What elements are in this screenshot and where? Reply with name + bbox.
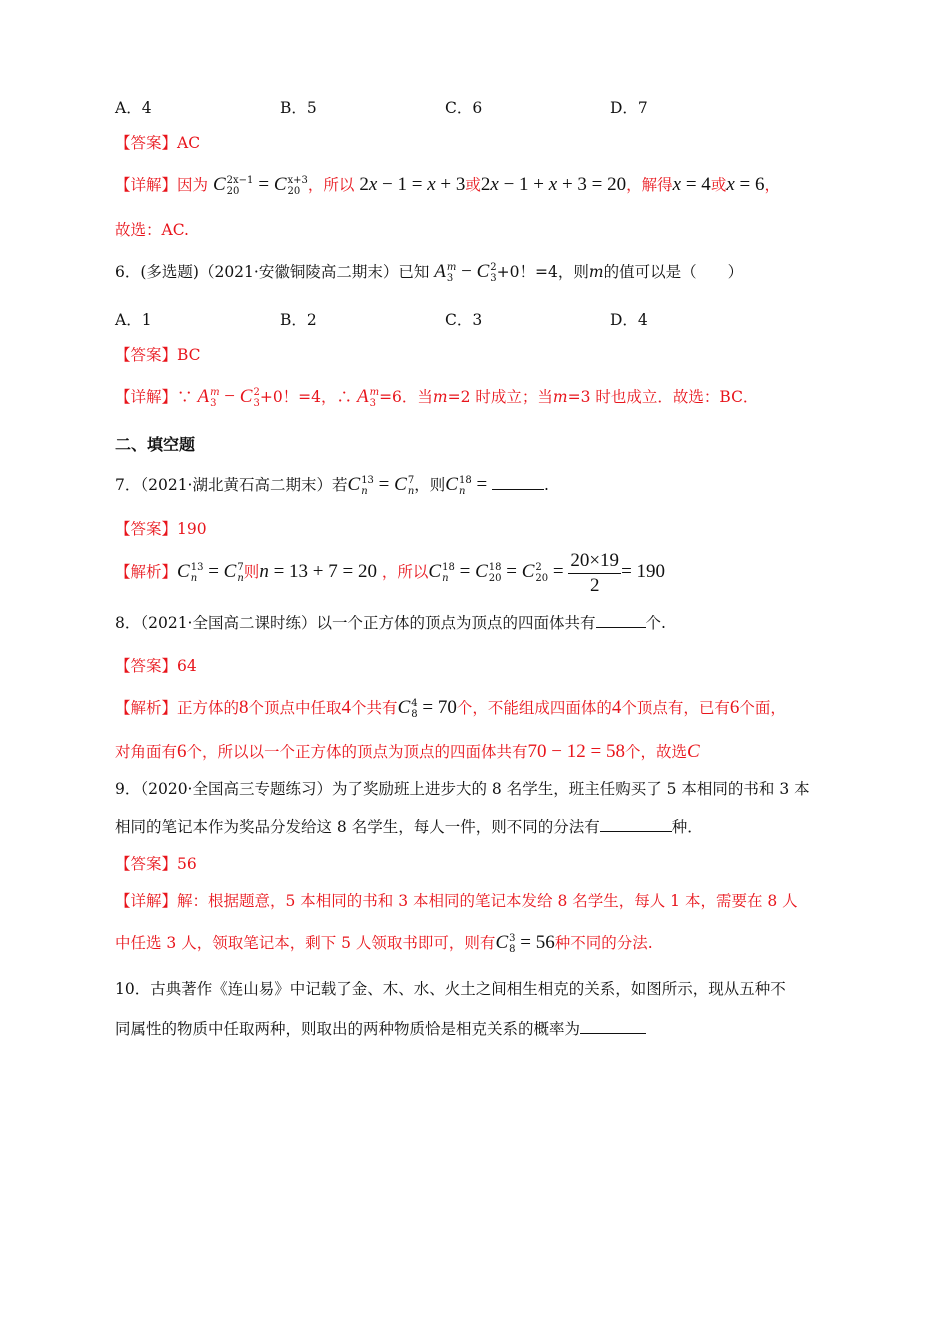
detail-q9-line1 [115, 890, 798, 912]
question-stem: 8．（2021·全国高二课时练）以一个正方体的顶点为顶点的四面体共有 [115, 614, 596, 632]
question-stem: 相同的笔记本作为奖品分发给这 8 名学生，每人一件，则不同的分法有 [115, 818, 600, 836]
section-title: 二、填空题 [115, 435, 196, 454]
answer-q9: 【答案】56 [115, 855, 197, 873]
option-b: B．5 [280, 99, 317, 117]
answer-q5: 【答案】AC [115, 134, 201, 152]
detail-text: 或 [465, 176, 481, 194]
answer-q6: 【答案】BC [115, 346, 201, 364]
detail-text: 或 [710, 176, 727, 194]
option-d: D．4 [610, 311, 648, 329]
detail-q9-line2: 中任选 3 人，领取笔记本，剩下 5 人领取书即可，则有C 3 8 = 56种不同的分法. [115, 932, 653, 955]
option-a: A．4 [115, 99, 152, 117]
detail-label: 【解析】 [115, 699, 178, 717]
detail-q7: 【解析】C 13 n = C 7 n 则n = 13 + 7 = 20 ，所以C 18 n = C 18 20 = C 2 20 = $\frac{20\times 19}{2}$ = 190 [115, 549, 666, 596]
detail-text: =3 时也成立．故选：BC． [567, 388, 759, 406]
question-8 [115, 612, 666, 634]
detail-text: ，所以 [307, 176, 355, 194]
option-c: C．6 [445, 99, 483, 117]
result: = 190 [621, 561, 666, 582]
detail-text: =6．当 [379, 388, 433, 406]
detail-text: 解：根据题意，5 本相同的书和 3 本相同的笔记本发给 8 名学生，每人 1 本，需要在 8 人 [177, 892, 798, 910]
detail-text: 中任选 3 人，领取笔记本，剩下 5 人领取书即可，则有 [115, 934, 496, 952]
detail-text: 对角面有 [115, 743, 178, 761]
detail-q5: 【详解】因为 C 2x−1 20 = C x+3 20 ，所以 2x − 1 = x + 3或2x − 1 + x + 3 = 20，解得x = 4或x = 6， [115, 174, 780, 197]
question-9-line1: 9．（2020·全国高三专题练习）为了奖励班上进步大的 8 名学生，班主任购买了 5 本相同的书和 3 本 [115, 780, 810, 798]
detail-text: =2 时成立；当 [447, 388, 553, 406]
detail-q8-line1: 【解析】正方体的8个顶点中任取4个共有C 4 8 = 70个，不能组成四面体的4个顶点有，已有6个面， [115, 697, 786, 720]
fraction [568, 549, 621, 598]
detail-text: 个，所以以一个正方体的顶点为顶点的四面体共有 [186, 743, 528, 761]
option-d: D．7 [610, 99, 648, 117]
detail-text: 个顶点有，已有 [621, 699, 730, 717]
detail-text: 个，故选 [624, 743, 687, 761]
option-a: A．1 [115, 311, 152, 329]
detail-label: 【详解】 [115, 892, 178, 910]
question-stem: 7．（2021·湖北黄石高二期末）若 [115, 476, 348, 494]
question-stem: 个. [645, 614, 666, 632]
question-stem: 种． [671, 818, 703, 836]
detail-text: ， [764, 176, 780, 194]
question-9-line2 [115, 816, 703, 838]
detail-text: 个面， [739, 699, 786, 717]
question-7: 7．（2021·湖北黄石高二期末）若C 13 n = C 7 n ，则C 18 n = . [115, 474, 549, 497]
answer-q8: 【答案】64 [115, 657, 197, 675]
detail-q6: 【详解】∵ A m 3 − C 2 3 +0！=4，∴ A m 3 =6．当m=2 时成立；当m=3 时也成立．故选：BC． [115, 386, 759, 409]
detail-label: 【详解】 [115, 388, 178, 406]
question-6: 6．(多选题)（2021·安徽铜陵高二期末）已知 A m 3 − C 2 3 +0！=4，则m的值可以是（ ） [115, 261, 744, 284]
question-stem: . [543, 476, 549, 494]
detail-text: ，解得 [626, 176, 673, 194]
question-stem: ，则 [414, 476, 446, 494]
answer-blank[interactable] [580, 1019, 646, 1034]
option-b: B．2 [280, 311, 317, 329]
detail-text: 正方体的 [177, 699, 240, 717]
answer-blank[interactable] [600, 817, 672, 832]
option-c: C．3 [445, 311, 483, 329]
detail-q5-line2: 故选：AC. [115, 221, 189, 239]
var-m: m [588, 263, 604, 281]
question-stem: 同属性的物质中任取两种，则取出的两种物质恰是相克关系的概率为 [115, 1020, 581, 1038]
detail-label: 【详解】 [115, 176, 178, 194]
question-10-line2 [115, 1018, 646, 1040]
detail-text: 个共有 [351, 699, 398, 717]
question-stem: +0！=4，则 [496, 263, 589, 281]
detail-text: 种不同的分法. [554, 934, 653, 952]
detail-text: 个顶点中任取 [248, 699, 342, 717]
answer-blank[interactable] [596, 613, 646, 628]
answer-q7: 【答案】190 [115, 520, 207, 538]
fraction-numerator: 20×19 [568, 549, 621, 574]
answer-blank[interactable] [492, 475, 544, 490]
detail-text: 因为 [177, 176, 209, 194]
detail-q8-line2: 对角面有6个，所以以一个正方体的顶点为顶点的四面体共有70 − 12 = 58个，故选C [115, 741, 700, 762]
detail-text: 则 [243, 563, 260, 581]
detail-text: 个，不能组成四面体的 [456, 699, 612, 717]
detail-text: +0！=4，∴ [259, 388, 353, 406]
question-10-line1: 10．古典著作《连山易》中记载了金、木、水、火土之间相生相克的关系，如图所示，现从五种不 [115, 980, 786, 998]
detail-text: ，所以 [381, 563, 429, 581]
question-stem: 6．(多选题)（2021·安徽铜陵高二期末）已知 [115, 263, 430, 281]
detail-label: 【解析】 [115, 563, 178, 581]
fraction-denominator: 2 [589, 574, 600, 596]
question-stem: 的值可以是（ ） [603, 263, 744, 281]
